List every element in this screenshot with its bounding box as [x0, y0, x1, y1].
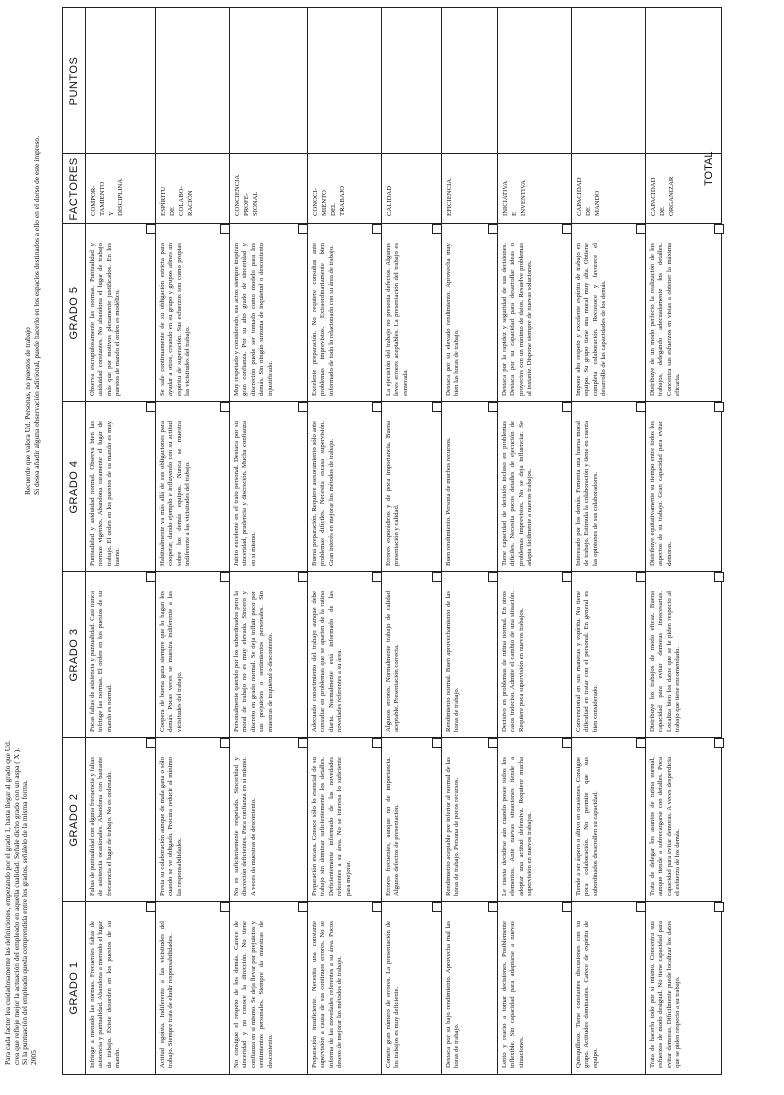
grade-description: La ejecución del trabajo no presenta defectos. Algunos leves errores aceptables. La presentación del trabajo es esmerada.: [385, 243, 409, 396]
grade-description: Destaca por su elevado rendimiento. Aprovecha muy bien las horas de trabajo.: [445, 243, 461, 396]
factor-label-line: DE: [169, 207, 176, 216]
header-grado4: GRADO 4: [63, 402, 86, 572]
factor-label-line: MANDO: [594, 190, 601, 216]
grade-description: Lento y reacio a tomar decisiones. Posiblemente inflexible. Sin capacidad para adaptarse a nuevas situaciones.: [501, 921, 525, 1068]
factor-label-line: SIONAL: [252, 191, 259, 216]
grade-description: Excelente preparación. No requiere consultas ante problemas imprevistos. Extraordinariamente bien informado de todo lo relacionado con su área de trabajo.: [311, 243, 335, 396]
grade-description: Preparación escasa. Conoce sólo lo esencial de su trabajo sin dominar suficientemente los detalles. Deficientemente informado de las novedades referentes a su área. No se interesa lo suficiente para mejorar.: [311, 757, 352, 896]
header-grado1: GRADO 1: [63, 902, 86, 1074]
instruction-line: Si la puntuación del empleado queda comprendida entre los grados, señálelo de la misma forma.: [20, 780, 30, 1065]
factor-label: [85, 154, 155, 224]
factor-label-line: COLABO-: [178, 186, 185, 216]
header-puntos: PUNTOS: [63, 8, 86, 154]
factor-label: [571, 154, 645, 224]
factor-label-line: DE: [585, 207, 592, 216]
instruction-line: Para cada factor lea cuidadosamente las definiciones, empezando por el grado 1, hasta llegar al grado que Ud.: [3, 740, 12, 1065]
factor-label-line: CALIDAD: [386, 185, 393, 216]
grade-description: Juicio excelente en el trato personal. Destaca por su sinceridad, prudencia y discreción. Mucha confianza en sí mismo.: [233, 421, 257, 566]
factor-label: [307, 154, 381, 224]
factor-label-line: ESPÍRITU: [160, 186, 167, 216]
grade-description: Coopera de buena gana siempre que lo hagan los demás. Pocas veces se muestra indiferente a las vicisitudes del trabajo.: [159, 591, 183, 732]
factor-label-line: CAPACIDAD: [650, 177, 657, 216]
factor-label-line: CAPACIDAD: [576, 177, 583, 216]
grade-description: Tiene capacidad de decisión incluso en problemas difíciles. Necesita pocos detalles de ejecución de problemas imprevistos. No se deja influenciar. Se adapta fácilmente a nuevos trabajos.: [501, 421, 534, 566]
grade-description: No es suficientemente respetado. Sinceridad y discreción deficientes. Poca confianza en sí mismo. A veces da muestras de descontento.: [233, 757, 257, 896]
grade-description: Comete gran número de errores. La presentación de los trabajos es muy deficiente.: [385, 921, 401, 1068]
grade-description: Interesado por los demás. Fomenta una buena moral de trabajo. Estimula la colaboración y tiene en cuenta las opiniones de sus colaboradores.: [575, 421, 599, 566]
factor-label-line: COMPOR-: [90, 185, 97, 216]
grade-description: No consigue el respeto de los demás. Carece de sinceridad y no conoce la dirección. No tiene confianza en sí mismo. Se deja llevar por prejuicios y sentimientos personales. Siempre da muestras de descontento.: [233, 921, 274, 1068]
factor-label-line: INVENTIVA: [520, 180, 527, 216]
factor-label: [497, 154, 571, 224]
factor-label-line: CONOCI-: [312, 188, 319, 216]
grade-checkbox[interactable]: [714, 572, 724, 582]
grade-description: Destaca por su bajo rendimiento. Aprovecha mal las horas de trabajo.: [445, 921, 461, 1068]
grade-description: Algunos errores. Normalmente trabajo de calidad aceptable. Presentación correcta.: [385, 591, 401, 732]
factor-label-line: DEL: [330, 203, 337, 216]
grade-checkbox[interactable]: [714, 224, 724, 234]
grade-description: Tiende a ser áspero o altivo en ocasiones. Consigue poca colaboración. No permite que sus subordinados desarrollen su capacidad.: [575, 757, 599, 896]
factor-label-line: Y: [108, 211, 115, 216]
total-label: TOTAL: [703, 151, 715, 186]
factor-label-line: TAMIENTO: [99, 181, 106, 216]
factor-label: [441, 154, 497, 224]
grade-description: Pocas faltas de asistencia y puntualidad. Casi nunca infringe las normas. El orden en los puestos de su mando es normal.: [89, 591, 113, 732]
grade-description: Destaca por la rapidez y seguridad de sus decisiones. Destaca por su capacidad para desarrollar ideas o proyectos con un mínimo de datos. Resuelve problemas al instante. Dispone siempre de nuevas soluciones.: [501, 243, 534, 396]
grade-description: Distribuye los trabajos de modo eficaz. Buena capacidad para evitar demoras innecesarias. Localiza bien los datos que se le piden respecto al trabajo que tiene encomendado.: [649, 591, 682, 732]
grade-description: Faltas de puntualidad con alguna frecuencia y faltas de asistencia ocasionales. Abandona con bastante frecuencia el lugar de trabajo. No es ordenado.: [89, 757, 113, 896]
grade-description: Distribuye de un modo perfecto la realización de los trabajos, delegando adecuadamente los detalles. Concentra sus esfuerzos en vistas a obtener la máxima eficacia.: [649, 243, 682, 396]
factor-label-line: MIENTO: [321, 190, 328, 216]
grade-description: Infringe a menudo las normas. Frecuentes faltas de asistencia y puntualidad. Abandona a menudo el lugar de trabajo. Existe desorden en los puestos de su mando.: [89, 921, 122, 1068]
grade-description: Preparación insuficiente. Necesita una constante supervisión a causa de sus continuos errores. No se informa de las novedades referentes a su área. Pocos deseos de mejorar los métodos de trabajo.: [311, 921, 344, 1068]
factor-label-line: INICIATIVA: [502, 180, 509, 216]
grade-description: Actitud egoísta. Indiferente a las vicisitudes del trabajo. Siempre trata de eludir responsabilidades.: [159, 921, 175, 1068]
factor-label-line: CONCIENCIA: [234, 174, 241, 216]
grade-description: Rendimiento aceptable por inferior al normal de las horas de trabajo. Persona de pocos recursos.: [445, 757, 461, 896]
header-factores: FACTORES: [63, 154, 86, 224]
grade-description: Decisivo en problemas de rutina normal. En otros casos indeciso. Admite el cambio de una situación. Requiere poca supervisión en nuevos trabajos.: [501, 591, 525, 732]
year-label: 2005: [28, 1050, 38, 1065]
grade-description: Buen rendimiento. Persona de muchos recursos.: [445, 437, 452, 566]
notes: [24, 15, 41, 495]
factor-label-line: TRABAJO: [339, 185, 346, 216]
factor-label-line: DE: [659, 207, 666, 216]
grade-description: Rendimiento normal. Buen aprovechamiento de las horas de trabajo.: [445, 591, 461, 732]
factor-label-line: EFICIENCIA: [446, 178, 453, 216]
instruction-line: crea que refleje mejor la actuación del empleado en aquella cualidad. Señale dicho grado con un aspa ( X ).: [11, 747, 21, 1065]
factor-label: [229, 154, 307, 224]
factor-label: [381, 154, 441, 224]
grade-description: Trata de hacerlo todo por sí mismo. Concentra sus esfuerzos de modo desigual. No tiene capacidad para evitar demoras. Difícilmente puede localizar los datos que se piden respecto a su trabajo.: [649, 921, 682, 1068]
instructions: [4, 545, 38, 1065]
factor-label: [155, 154, 229, 224]
grade-description: Distribuye equitativamente su tiempo entre todos los aspectos de su trabajo. Gran capacidad para evitar demoras.: [649, 421, 673, 566]
grade-description: Buena preparación. Requiere asesoramiento sólo ante problemas difíciles. Necesita escasa supervisión. Gran interés en mejorar los métodos de trabajo.: [311, 421, 335, 566]
header-grado3: GRADO 3: [63, 572, 86, 738]
grade-description: Quisquilloso. Tiene constantes discusiones con su grupo. Actitudes dominantes. Carece de espíritu de equipo.: [575, 921, 599, 1068]
grade-description: Convencional en sus maneras y espíritu. No tiene dificultad en tratar con el personal. En general es bien considerado.: [575, 591, 599, 732]
grade-description: Adecuado conocimiento del trabajo aunque debe consultar en problemas que se aparten de la rutina diaria. Normalmente está informado de las novedades referentes a su área.: [311, 591, 344, 732]
grade-description: Puntualidad y asiduidad normal. Observa bien las normas vigentes. Abandona raramente el lugar de trabajo. El orden en los puestos de su mando es muy bueno.: [89, 421, 122, 566]
note-line: Si desea añadir alguna observación adicional, puede hacerlo en los espacios destinados a ello en el dorso de este impreso.: [31, 136, 41, 495]
grade-checkbox[interactable]: [714, 738, 724, 748]
grade-description: Observa escrupulosamente las normas. Puntualidad y asiduidad constantes. No abandona el lugar de trabajo más que por motivos plenamente justificados. En los puestos de mando el orden es modélico.: [89, 243, 122, 396]
factor-label-line: PROFE-: [243, 192, 250, 216]
grade-description: Personalmente querido por los subordinados pero la moral de trabajo no es muy elevada. Sincero y discreto en grado normal. Se deja influir poco por sus prejuicios o sentimientos personales. Sin muestras de inquietud o descontento.: [233, 591, 274, 732]
grade-description: Errores esporádicos y de poca importancia. Buena presentación y calidad.: [385, 421, 401, 566]
grade-description: Muy respetado y considerado, sus actos siempre inspiran gran confianza. Por su alto grado de sinceridad y discreción puede ser tomado como modelo para los demás. Sin ningún síntoma de inquietud o descontento injustificado.: [233, 243, 274, 396]
grade-description: Trata de delegar los asuntos de rutina normal, aunque tiende a sobrecargarse con detalles. Poca capacidad para evitar demoras. A veces desperdicia el esfuerzo de los demás.: [649, 757, 682, 896]
grade-description: Se sale continuamente de su obligación estricta para ayudar a otros, creando en su grupo y grupos afines un espíritu de superación. Sus esfuerzos son como propias las vicisitudes del trabajo.: [159, 243, 192, 396]
header-grado5: GRADO 5: [63, 224, 86, 402]
factor-label-line: RACIÓN: [187, 190, 194, 216]
evaluation-table: [62, 7, 722, 1075]
factor-label-line: ORGANIZAR: [668, 176, 675, 216]
grade-checkbox[interactable]: [714, 402, 724, 412]
grade-description: Presta su colaboración aunque de mala gana o sólo cuando se ve obligado. Procura reducir al mínimo las responsabilidades.: [159, 757, 183, 896]
grade-description: Le cuesta decidirse aún cuando posee todos los elementos. Ante nuevas situaciones tiende a adoptar una actitud defensiva. Requiere mucha supervisión en nuevos trabajos.: [501, 757, 534, 896]
grade-description: Habitualmente va más allá de sus obligaciones para cooperar, dando ejemplo e influyendo con su actitud sobre los demás equipos. Nunca se muestra indiferente a las vicisitudes del trabajo.: [159, 421, 192, 566]
factor-label-line: E: [511, 211, 518, 216]
factor-label-line: DISCIPLINA: [117, 178, 124, 216]
grade-description: Impone alto respeto y excelente espíritu de trabajo en equipo. Su grupo tiene una moral muy alta. Obtiene completa colaboración. Reconoce y favorece el desarrollo de las capacidades de los demás.: [575, 243, 608, 396]
note-line: Recuerde que valora Ud. Personas, no puestos de trabajo: [23, 327, 32, 495]
header-grado2: GRADO 2: [63, 738, 86, 902]
grade-checkbox[interactable]: [714, 902, 724, 912]
grade-description: Errores frecuentes, aunque no de importancia. Algunos defectos de presentación.: [385, 757, 401, 896]
